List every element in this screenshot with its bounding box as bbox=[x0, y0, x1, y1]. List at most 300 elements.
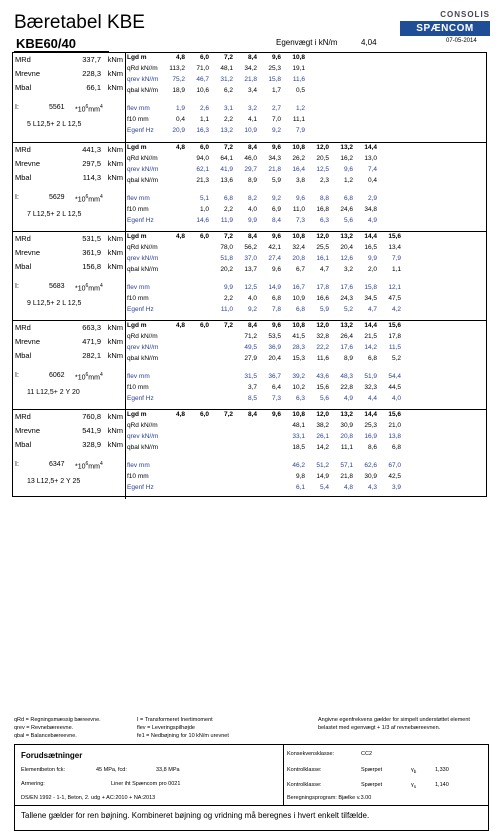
value-cell: 5,6 bbox=[343, 217, 353, 224]
value-cell: 15,6 bbox=[388, 233, 401, 240]
value-cell: 12,5 bbox=[244, 284, 257, 291]
inertia-block bbox=[15, 194, 123, 218]
brand-top: CONSOLIS bbox=[440, 10, 490, 19]
note: qbal = Balancebæreevne. bbox=[14, 733, 77, 739]
row-label: qRd kN//m bbox=[127, 333, 158, 340]
value-cell: 7,2 bbox=[223, 54, 233, 61]
value-cell: 6,1 bbox=[295, 484, 305, 491]
value-cell: 94,0 bbox=[196, 155, 209, 162]
value-cell: 1,0 bbox=[199, 206, 209, 213]
row-label: qrev kN//m bbox=[127, 433, 159, 440]
value-cell: 20,2 bbox=[220, 266, 233, 273]
value-cell: 26,1 bbox=[316, 433, 329, 440]
value-cell: 57,1 bbox=[340, 462, 353, 469]
value-cell: 78,0 bbox=[220, 244, 233, 251]
page-title: Bæretabel KBE bbox=[14, 12, 145, 33]
value-cell: 11,1 bbox=[292, 116, 305, 123]
value-row bbox=[127, 177, 485, 188]
moment-value: 541,9 bbox=[82, 426, 101, 435]
moment-value: 760,8 bbox=[82, 412, 101, 421]
row-label: Lgd m bbox=[127, 322, 147, 329]
value-cell: 48,1 bbox=[292, 422, 305, 429]
value-row bbox=[127, 127, 485, 138]
value-cell: 21,3 bbox=[196, 177, 209, 184]
i-label: I: bbox=[15, 461, 19, 468]
value-cell: 0,4 bbox=[175, 116, 185, 123]
moment-value: 441,3 bbox=[82, 145, 101, 154]
moment-label: Mrevne bbox=[15, 426, 41, 435]
value-row bbox=[127, 206, 485, 217]
block-values bbox=[127, 410, 485, 499]
value-cell: 6,0 bbox=[199, 411, 209, 418]
kontrol2-value: Spærpet bbox=[361, 782, 383, 788]
block-values bbox=[127, 321, 485, 410]
value-cell: 2,3 bbox=[319, 177, 329, 184]
value-cell: 2,2 bbox=[223, 116, 233, 123]
moment-value: 361,9 bbox=[82, 248, 101, 257]
value-cell: 7,4 bbox=[367, 166, 377, 173]
value-cell: 13,0 bbox=[364, 155, 377, 162]
moment-label: MRd bbox=[15, 412, 31, 421]
value-cell: 7,2 bbox=[223, 322, 233, 329]
row-label: qRd kN//m bbox=[127, 422, 158, 429]
value-row bbox=[127, 87, 485, 98]
value-cell: 62,6 bbox=[364, 462, 377, 469]
moment-unit: kNm bbox=[107, 440, 123, 449]
value-cell: 46,7 bbox=[196, 76, 209, 83]
value-cell: 31,2 bbox=[220, 76, 233, 83]
value-cell: 14,9 bbox=[268, 284, 281, 291]
value-row bbox=[127, 422, 485, 433]
value-cell: 9,6 bbox=[271, 322, 281, 329]
value-cell: 7,2 bbox=[223, 411, 233, 418]
value-cell: 10,8 bbox=[292, 144, 305, 151]
value-cell: 13,4 bbox=[388, 244, 401, 251]
moment-row bbox=[15, 351, 123, 364]
moment-unit: kNm bbox=[107, 159, 123, 168]
note: fe1 = Nedbøjning for 10 kN/m urevnet bbox=[137, 733, 229, 739]
value-cell: 14,4 bbox=[364, 411, 377, 418]
value-cell: 25,3 bbox=[268, 65, 281, 72]
value-cell: 5,6 bbox=[319, 395, 329, 402]
value-cell: 8,4 bbox=[247, 322, 257, 329]
value-cell: 7,9 bbox=[391, 255, 401, 262]
value-cell: 6,0 bbox=[199, 144, 209, 151]
value-cell: 19,1 bbox=[292, 65, 305, 72]
value-cell: 9,6 bbox=[271, 411, 281, 418]
moment-label: Mbal bbox=[15, 83, 32, 92]
value-cell: 3,9 bbox=[391, 484, 401, 491]
moment-row bbox=[15, 248, 123, 261]
moment-row bbox=[15, 234, 123, 247]
value-cell: 11,5 bbox=[388, 344, 401, 351]
egenvaegt-label: Egenvægt i kN/m bbox=[276, 38, 338, 47]
moment-value: 471,9 bbox=[82, 337, 101, 346]
moment-row bbox=[15, 69, 123, 82]
value-row bbox=[127, 266, 485, 277]
value-row bbox=[127, 306, 485, 317]
value-cell: 9,6 bbox=[271, 266, 281, 273]
moment-label: Mbal bbox=[15, 262, 32, 271]
row-label: f10 mm bbox=[127, 473, 149, 480]
moment-label: Mrevne bbox=[15, 159, 41, 168]
value-cell: 13,2 bbox=[340, 322, 353, 329]
value-cell: 6,7 bbox=[295, 266, 305, 273]
value-cell: 14,2 bbox=[316, 444, 329, 451]
value-cell: 34,8 bbox=[364, 206, 377, 213]
row-label: Egenf Hz bbox=[127, 484, 154, 491]
value-cell: 6,8 bbox=[295, 306, 305, 313]
value-cell: 32,4 bbox=[292, 244, 305, 251]
value-cell: 11,9 bbox=[220, 217, 233, 224]
value-cell: 5,2 bbox=[343, 306, 353, 313]
value-cell: 9,6 bbox=[295, 195, 305, 202]
inertia-block bbox=[15, 104, 123, 128]
value-cell: 4,8 bbox=[175, 411, 185, 418]
value-cell: 4,7 bbox=[367, 306, 377, 313]
moment-label: Mrevne bbox=[15, 337, 41, 346]
fcd-value: 33,8 MPa bbox=[156, 767, 180, 773]
moment-row bbox=[15, 337, 123, 350]
value-cell: 8,8 bbox=[319, 195, 329, 202]
moment-row bbox=[15, 159, 123, 172]
reinforcement: 7 L12,5+ 2 L 12,5 bbox=[27, 211, 82, 218]
value-cell: 14,4 bbox=[364, 322, 377, 329]
i-value: 6062 bbox=[49, 372, 65, 379]
moment-unit: kNm bbox=[107, 337, 123, 346]
moment-unit: kNm bbox=[107, 323, 123, 332]
value-cell: 41,5 bbox=[292, 333, 305, 340]
value-row bbox=[127, 295, 485, 306]
value-cell: 34,5 bbox=[364, 295, 377, 302]
row-label: Lgd m bbox=[127, 54, 147, 61]
value-cell: 46,0 bbox=[244, 155, 257, 162]
table-block bbox=[13, 320, 486, 410]
value-cell: 51,9 bbox=[364, 373, 377, 380]
product-code: KBE60/40 bbox=[16, 36, 76, 51]
table-block bbox=[13, 53, 486, 142]
row-label: Egenf Hz bbox=[127, 127, 154, 134]
value-cell: 14,6 bbox=[196, 217, 209, 224]
moment-label: MRd bbox=[15, 323, 31, 332]
value-cell: 7,2 bbox=[223, 144, 233, 151]
value-cell: 42,5 bbox=[388, 473, 401, 480]
table-block bbox=[13, 231, 486, 321]
inertia-block bbox=[15, 372, 123, 396]
i-label: I: bbox=[15, 104, 19, 111]
value-cell: 15,8 bbox=[268, 76, 281, 83]
value-cell: 43,6 bbox=[316, 373, 329, 380]
value-cell: 24,3 bbox=[340, 295, 353, 302]
value-row bbox=[127, 244, 485, 255]
value-cell: 13,2 bbox=[220, 127, 233, 134]
table-block bbox=[13, 142, 486, 232]
value-cell: 4,8 bbox=[175, 322, 185, 329]
value-cell: 5,9 bbox=[319, 306, 329, 313]
value-row bbox=[127, 76, 485, 87]
value-cell: 8,4 bbox=[247, 54, 257, 61]
moment-row bbox=[15, 262, 123, 275]
value-row bbox=[127, 116, 485, 127]
value-cell: 4,9 bbox=[367, 217, 377, 224]
value-row bbox=[127, 433, 485, 444]
value-cell: 16,9 bbox=[364, 433, 377, 440]
value-cell: 16,4 bbox=[292, 166, 305, 173]
value-cell: 7,8 bbox=[271, 306, 281, 313]
value-cell: 46,2 bbox=[292, 462, 305, 469]
elementbeton-label: Elementbeton fck: bbox=[21, 767, 66, 773]
value-cell: 21,8 bbox=[244, 76, 257, 83]
moment-value: 66,1 bbox=[86, 83, 101, 92]
value-cell: 1,9 bbox=[175, 105, 185, 112]
value-cell: 12,5 bbox=[316, 166, 329, 173]
value-row bbox=[127, 233, 485, 244]
value-row bbox=[127, 144, 485, 155]
value-cell: 5,4 bbox=[319, 484, 329, 491]
value-cell: 30,9 bbox=[340, 422, 353, 429]
row-label: flev mm bbox=[127, 373, 150, 380]
value-cell: 5,2 bbox=[391, 355, 401, 362]
notes-col2 bbox=[137, 716, 229, 740]
moment-label: Mrevne bbox=[15, 69, 41, 78]
value-cell: 10,6 bbox=[196, 87, 209, 94]
i-value: 5683 bbox=[49, 283, 65, 290]
moment-row bbox=[15, 412, 123, 425]
value-cell: 12,6 bbox=[340, 255, 353, 262]
value-row bbox=[127, 462, 485, 473]
value-cell: 10,8 bbox=[292, 411, 305, 418]
value-cell: 64,1 bbox=[220, 155, 233, 162]
row-label: flev mm bbox=[127, 462, 150, 469]
inertia-block bbox=[15, 283, 123, 307]
value-cell: 10,8 bbox=[292, 54, 305, 61]
block-left-panel bbox=[13, 232, 126, 321]
value-cell: 36,9 bbox=[268, 344, 281, 351]
moment-value: 531,5 bbox=[82, 234, 101, 243]
value-row bbox=[127, 166, 485, 177]
value-cell: 10,9 bbox=[292, 295, 305, 302]
value-cell: 1,7 bbox=[271, 87, 281, 94]
value-row bbox=[127, 155, 485, 166]
moment-unit: kNm bbox=[107, 55, 123, 64]
value-cell: 34,3 bbox=[268, 155, 281, 162]
value-cell: 31,5 bbox=[244, 373, 257, 380]
value-cell: 6,8 bbox=[343, 195, 353, 202]
i-value: 5561 bbox=[49, 104, 65, 111]
value-cell: 9,2 bbox=[247, 306, 257, 313]
moment-unit: kNm bbox=[107, 145, 123, 154]
value-cell: 17,8 bbox=[316, 284, 329, 291]
moment-value: 328,9 bbox=[82, 440, 101, 449]
row-label: f10 mm bbox=[127, 116, 149, 123]
reinforcement: 11 L12,5+ 2 Y 20 bbox=[27, 389, 80, 396]
row-label: qRd kN//m bbox=[127, 155, 158, 162]
moment-unit: kNm bbox=[107, 234, 123, 243]
value-cell: 20,9 bbox=[172, 127, 185, 134]
moment-row bbox=[15, 440, 123, 453]
notes-col1 bbox=[14, 716, 101, 740]
value-cell: 17,6 bbox=[340, 344, 353, 351]
reinforcement: 5 L12,5+ 2 L 12,5 bbox=[27, 121, 82, 128]
moment-unit: kNm bbox=[107, 262, 123, 271]
value-cell: 12,0 bbox=[316, 233, 329, 240]
konsekvens-label: Konsekvensklasse: bbox=[287, 751, 335, 757]
value-cell: 2,2 bbox=[223, 206, 233, 213]
value-cell: 56,2 bbox=[244, 244, 257, 251]
inertia-block bbox=[15, 461, 123, 485]
value-row bbox=[127, 322, 485, 333]
value-cell: 2,0 bbox=[367, 266, 377, 273]
value-cell: 37,0 bbox=[244, 255, 257, 262]
i-label: I: bbox=[15, 372, 19, 379]
value-cell: 6,4 bbox=[271, 384, 281, 391]
value-cell: 9,9 bbox=[367, 255, 377, 262]
row-label: qbal kN//m bbox=[127, 87, 159, 94]
value-cell: 15,6 bbox=[316, 384, 329, 391]
value-cell: 4,8 bbox=[175, 144, 185, 151]
value-cell: 6,0 bbox=[199, 54, 209, 61]
value-cell: 9,6 bbox=[271, 144, 281, 151]
value-cell: 6,2 bbox=[223, 87, 233, 94]
value-row bbox=[127, 411, 485, 422]
value-cell: 20,8 bbox=[292, 255, 305, 262]
moment-row bbox=[15, 83, 123, 96]
value-cell: 20,4 bbox=[340, 244, 353, 251]
value-cell: 16,6 bbox=[316, 295, 329, 302]
value-cell: 4,7 bbox=[319, 266, 329, 273]
value-cell: 2,7 bbox=[271, 105, 281, 112]
row-label: Egenf Hz bbox=[127, 306, 154, 313]
row-label: qbal kN//m bbox=[127, 177, 159, 184]
value-cell: 11,6 bbox=[292, 76, 305, 83]
block-values bbox=[127, 232, 485, 321]
standard: DS/EN 1992 - 1-1, Beton, 2. udg + AC:2010 + NA:2013 bbox=[21, 795, 156, 801]
value-cell: 16,5 bbox=[364, 244, 377, 251]
row-label: Egenf Hz bbox=[127, 217, 154, 224]
value-cell: 4,9 bbox=[343, 395, 353, 402]
value-cell: 44,5 bbox=[388, 384, 401, 391]
moment-value: 297,5 bbox=[82, 159, 101, 168]
moment-label: Mbal bbox=[15, 440, 32, 449]
notes-col3 bbox=[318, 716, 490, 732]
moment-row bbox=[15, 55, 123, 68]
value-cell: 13,2 bbox=[340, 233, 353, 240]
moment-value: 114,3 bbox=[82, 173, 101, 182]
moment-unit: kNm bbox=[107, 412, 123, 421]
value-cell: 10,2 bbox=[292, 384, 305, 391]
moment-value: 337,7 bbox=[82, 55, 101, 64]
value-cell: 12,1 bbox=[388, 284, 401, 291]
value-cell: 13,2 bbox=[340, 411, 353, 418]
value-cell: 0,5 bbox=[295, 87, 305, 94]
value-cell: 6,8 bbox=[391, 444, 401, 451]
moment-unit: kNm bbox=[107, 69, 123, 78]
moment-row bbox=[15, 426, 123, 439]
i-unit: $*10^6mm^4$ bbox=[75, 461, 103, 471]
gamma-s-value: 1,140 bbox=[435, 782, 449, 788]
block-left-panel bbox=[13, 410, 126, 499]
value-cell: 4,2 bbox=[391, 306, 401, 313]
value-cell: 4,8 bbox=[175, 54, 185, 61]
value-cell: 4,0 bbox=[247, 295, 257, 302]
value-cell: 2,6 bbox=[199, 105, 209, 112]
value-cell: 51,2 bbox=[316, 462, 329, 469]
moment-unit: kNm bbox=[107, 173, 123, 182]
row-label: flev mm bbox=[127, 195, 150, 202]
value-cell: 30,9 bbox=[364, 473, 377, 480]
value-cell: 9,6 bbox=[343, 166, 353, 173]
value-row bbox=[127, 333, 485, 344]
value-cell: 48,1 bbox=[220, 65, 233, 72]
value-cell: 3,2 bbox=[343, 266, 353, 273]
assumptions-title: Forudsætninger bbox=[21, 751, 83, 760]
value-cell: 25,3 bbox=[364, 422, 377, 429]
value-cell: 6,3 bbox=[319, 217, 329, 224]
value-cell: 14,4 bbox=[364, 144, 377, 151]
value-cell: 8,4 bbox=[271, 217, 281, 224]
value-cell: 8,9 bbox=[247, 177, 257, 184]
i-unit: $*10^6mm^4$ bbox=[75, 372, 103, 382]
value-row bbox=[127, 373, 485, 384]
row-label: qbal kN//m bbox=[127, 355, 159, 362]
row-label: f10 mm bbox=[127, 384, 149, 391]
moment-label: MRd bbox=[15, 55, 31, 64]
value-cell: 6,8 bbox=[367, 355, 377, 362]
value-cell: 20,8 bbox=[340, 433, 353, 440]
brand-main: SPÆNCOM bbox=[400, 21, 490, 36]
value-row bbox=[127, 395, 485, 406]
load-table bbox=[12, 52, 487, 497]
gamma-b-value: 1,330 bbox=[435, 767, 449, 773]
value-cell: 9,9 bbox=[223, 284, 233, 291]
value-cell: 7,0 bbox=[271, 116, 281, 123]
value-cell: 13,8 bbox=[388, 433, 401, 440]
row-label: flev mm bbox=[127, 284, 150, 291]
value-cell: 67,0 bbox=[388, 462, 401, 469]
value-cell: 21,8 bbox=[268, 166, 281, 173]
value-row bbox=[127, 284, 485, 295]
value-cell: 113,2 bbox=[169, 65, 185, 72]
i-value: 5629 bbox=[49, 194, 65, 201]
value-cell: 15,6 bbox=[388, 411, 401, 418]
value-cell: 7,9 bbox=[295, 127, 305, 134]
armering-label: Armering: bbox=[21, 781, 45, 787]
value-cell: 3,1 bbox=[223, 105, 233, 112]
value-cell: 18,9 bbox=[172, 87, 185, 94]
value-cell: 4,0 bbox=[391, 395, 401, 402]
moment-row bbox=[15, 323, 123, 336]
assumptions-box bbox=[14, 744, 489, 831]
value-cell: 36,7 bbox=[268, 373, 281, 380]
value-cell: 1,2 bbox=[295, 105, 305, 112]
note: flev = Leveringspilhøjde bbox=[137, 725, 195, 731]
moment-unit: kNm bbox=[107, 426, 123, 435]
value-cell: 11,0 bbox=[220, 306, 233, 313]
block-left-panel bbox=[13, 321, 126, 410]
value-cell: 4,4 bbox=[367, 395, 377, 402]
value-cell: 6,3 bbox=[295, 395, 305, 402]
value-cell: 42,1 bbox=[268, 244, 281, 251]
value-cell: 71,2 bbox=[244, 333, 257, 340]
i-value: 6347 bbox=[49, 461, 65, 468]
value-cell: 8,2 bbox=[247, 195, 257, 202]
value-row bbox=[127, 444, 485, 455]
value-cell: 2,2 bbox=[223, 295, 233, 302]
value-cell: 29,7 bbox=[244, 166, 257, 173]
value-cell: 14,4 bbox=[364, 233, 377, 240]
value-cell: 26,2 bbox=[292, 155, 305, 162]
value-cell: 17,6 bbox=[340, 284, 353, 291]
